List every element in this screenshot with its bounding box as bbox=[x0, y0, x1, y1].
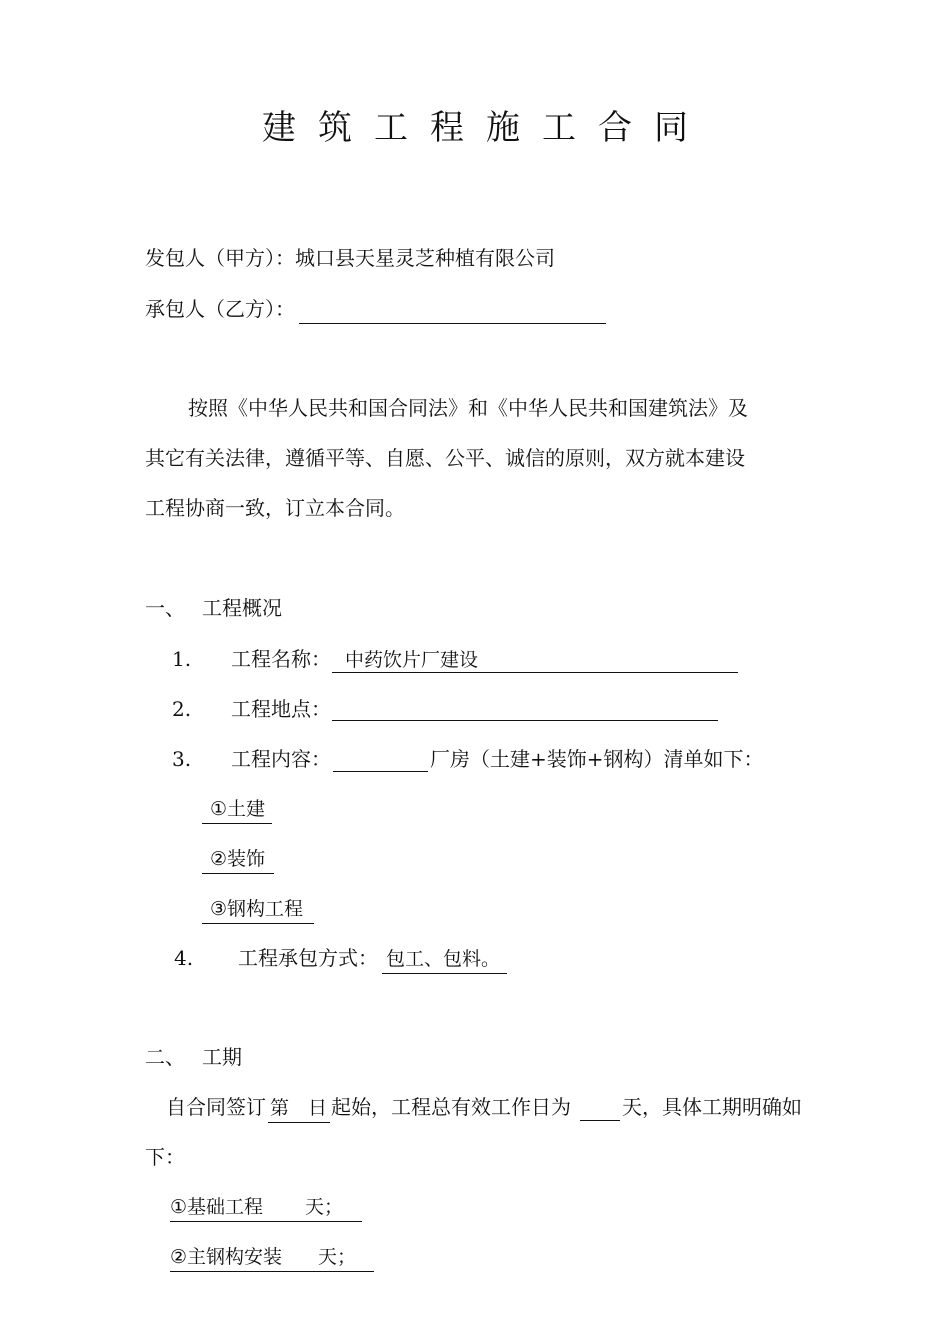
section-2-number: 二、 bbox=[145, 1045, 185, 1069]
period-part-c: 天，具体工期明确如 bbox=[622, 1095, 802, 1119]
item-2-label: 工程地点： bbox=[231, 697, 331, 721]
period-fill-1-wrap bbox=[268, 1093, 330, 1123]
item-3-suffix: 厂房（土建+装饰+钢构）清单如下： bbox=[430, 747, 764, 771]
party-b-row bbox=[145, 295, 295, 323]
section-1-number: 一、 bbox=[145, 596, 185, 620]
section-1-heading: 工程概况 bbox=[202, 596, 282, 620]
schedule-steel-line bbox=[170, 1242, 374, 1272]
party-a-label: 发包人（甲方）： bbox=[145, 246, 295, 270]
party-a-row bbox=[145, 244, 555, 272]
item-4-label: 工程承包方式： bbox=[238, 946, 378, 970]
contract-title: 建筑工程施工合同 bbox=[262, 108, 710, 148]
period-fill-1: 第 日 bbox=[268, 1093, 330, 1123]
subitem-decoration bbox=[202, 844, 274, 874]
party-a-value: 城口县天星灵芝种植有限公司 bbox=[295, 246, 555, 270]
period-line-2: 下： bbox=[145, 1145, 185, 1169]
item-1-number: 1. bbox=[172, 647, 192, 671]
period-days-blank bbox=[580, 1120, 620, 1121]
party-b-blank-line bbox=[299, 323, 606, 324]
schedule-steel-name: ②主钢构安装 bbox=[170, 1246, 283, 1268]
item-1-value: 中药饮片厂建设 bbox=[345, 649, 479, 671]
item-3-blank-line bbox=[333, 771, 428, 772]
subitem-civil-text: ①土建 bbox=[202, 794, 272, 824]
period-part-b: 起始，工程总有效工作日为 bbox=[331, 1095, 571, 1119]
item-1-label: 工程名称： bbox=[231, 647, 331, 671]
period-part-a: 自合同签订 bbox=[166, 1095, 266, 1119]
subitem-steel bbox=[202, 894, 314, 924]
schedule-steel-unit: 天； bbox=[318, 1246, 357, 1268]
schedule-foundation-unit: 天； bbox=[305, 1196, 344, 1218]
item-4-value: 包工、包料。 bbox=[382, 944, 507, 974]
party-b-label: 承包人（乙方）： bbox=[145, 297, 295, 321]
schedule-foundation-name: ①基础工程 bbox=[170, 1196, 264, 1218]
subitem-steel-text: ③钢构工程 bbox=[202, 894, 314, 924]
item-3-number: 3. bbox=[172, 747, 192, 771]
item-3-label: 工程内容： bbox=[231, 747, 331, 771]
schedule-foundation-line bbox=[170, 1192, 362, 1222]
item-4-value-wrap bbox=[382, 944, 507, 974]
preamble-line-3: 工程协商一致，订立本合同。 bbox=[145, 496, 405, 520]
item-2-number: 2. bbox=[172, 697, 192, 721]
schedule-foundation bbox=[170, 1192, 362, 1222]
preamble-line-2: 其它有关法律，遵循平等、自愿、公平、诚信的原则，双方就本建设 bbox=[145, 446, 745, 470]
item-1-underline bbox=[332, 672, 738, 673]
subitem-decoration-text: ②装饰 bbox=[202, 844, 274, 874]
schedule-steel bbox=[170, 1242, 374, 1272]
subitem-civil bbox=[202, 794, 272, 824]
preamble-line-1: 按照《中华人民共和国合同法》和《中华人民共和国建筑法》及 bbox=[188, 396, 748, 420]
item-4-number: 4. bbox=[174, 946, 194, 970]
section-2-heading: 工期 bbox=[202, 1045, 242, 1069]
item-2-underline bbox=[332, 720, 718, 721]
